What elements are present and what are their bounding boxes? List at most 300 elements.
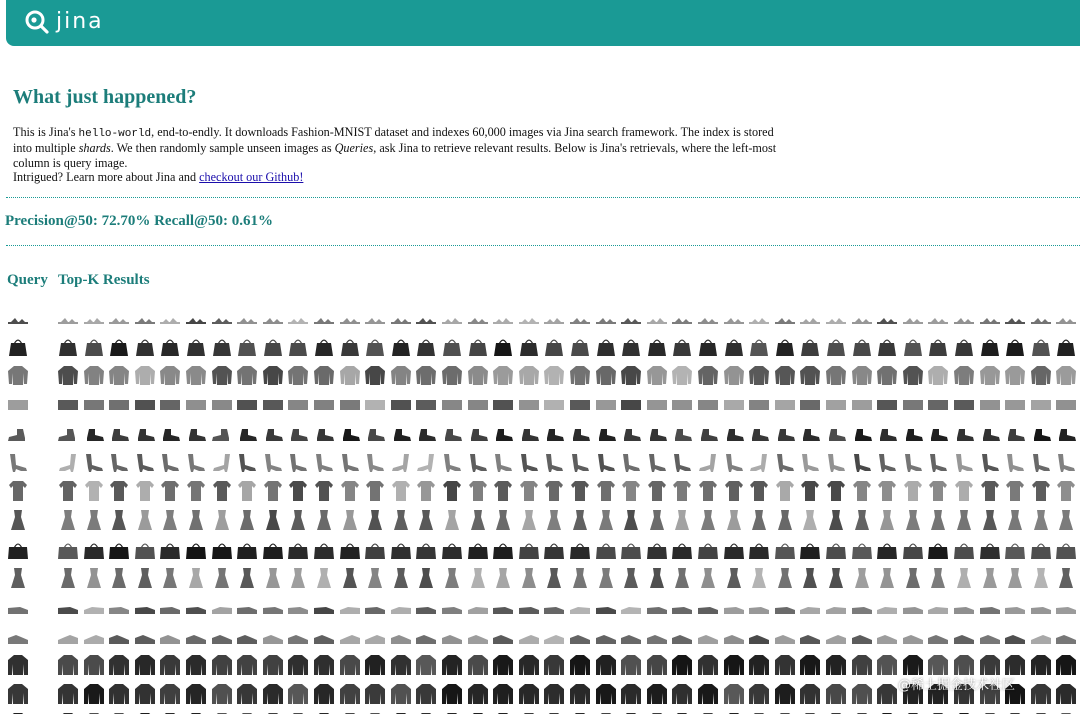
result-thumbnail xyxy=(518,596,540,618)
result-thumbnail xyxy=(876,335,898,357)
result-thumbnail xyxy=(518,625,540,647)
result-thumbnail xyxy=(262,480,284,502)
result-thumbnail xyxy=(543,335,565,357)
result-thumbnail xyxy=(492,538,514,560)
result-thumbnail xyxy=(799,422,821,444)
result-thumbnail xyxy=(748,538,770,560)
result-thumbnail xyxy=(569,596,591,618)
result-thumbnail xyxy=(57,654,79,676)
result-thumbnail xyxy=(211,451,233,473)
result-thumbnail xyxy=(799,451,821,473)
result-thumbnail xyxy=(1030,364,1052,386)
result-thumbnail xyxy=(748,654,770,676)
jina-logo[interactable] xyxy=(24,9,104,35)
result-thumbnail xyxy=(620,625,642,647)
result-thumbnail xyxy=(927,596,949,618)
result-thumbnail xyxy=(185,538,207,560)
intro-text-3: . We then randomly sample unseen images as xyxy=(110,141,335,156)
result-thumbnail xyxy=(518,451,540,473)
result-thumbnail xyxy=(467,451,489,473)
result-thumbnail xyxy=(390,538,412,560)
result-thumbnail xyxy=(569,451,591,473)
result-thumbnail xyxy=(774,422,796,444)
result-thumbnail xyxy=(748,422,770,444)
result-thumbnail xyxy=(851,683,873,705)
result-thumbnail xyxy=(287,422,309,444)
result-thumbnail xyxy=(902,451,924,473)
result-thumbnail xyxy=(620,567,642,589)
result-thumbnail xyxy=(595,625,617,647)
result-thumbnail xyxy=(543,596,565,618)
result-thumbnail xyxy=(313,625,335,647)
result-thumbnail xyxy=(543,480,565,502)
result-thumbnail xyxy=(1004,393,1026,415)
result-thumbnail xyxy=(364,306,386,328)
result-thumbnail xyxy=(159,567,181,589)
result-thumbnail xyxy=(595,596,617,618)
result-thumbnail xyxy=(825,306,847,328)
result-thumbnail xyxy=(774,451,796,473)
result-thumbnail xyxy=(723,306,745,328)
result-thumbnail xyxy=(825,625,847,647)
result-thumbnail xyxy=(851,654,873,676)
result-thumbnail xyxy=(671,364,693,386)
result-thumbnail xyxy=(1055,654,1077,676)
result-thumbnail xyxy=(185,509,207,531)
result-thumbnail xyxy=(953,654,975,676)
result-thumbnail xyxy=(467,509,489,531)
result-thumbnail xyxy=(1030,567,1052,589)
result-thumbnail xyxy=(262,306,284,328)
result-thumbnail xyxy=(748,596,770,618)
result-thumbnail xyxy=(646,683,668,705)
result-thumbnail xyxy=(211,625,233,647)
result-thumbnail xyxy=(262,596,284,618)
result-thumbnail xyxy=(825,567,847,589)
result-thumbnail xyxy=(134,393,156,415)
result-thumbnail xyxy=(262,509,284,531)
result-thumbnail xyxy=(1055,625,1077,647)
result-thumbnail xyxy=(825,364,847,386)
result-thumbnail xyxy=(595,480,617,502)
result-thumbnail xyxy=(953,422,975,444)
metrics-line: Precision@50: 72.70% Recall@50: 0.61% xyxy=(5,213,274,229)
result-thumbnail xyxy=(876,683,898,705)
result-thumbnail xyxy=(671,683,693,705)
result-thumbnail xyxy=(876,625,898,647)
result-thumbnail xyxy=(211,596,233,618)
result-thumbnail xyxy=(851,422,873,444)
result-thumbnail xyxy=(543,451,565,473)
result-thumbnail xyxy=(1030,654,1052,676)
query-thumbnail xyxy=(7,451,29,473)
result-thumbnail xyxy=(313,509,335,531)
result-thumbnail xyxy=(57,335,79,357)
result-thumbnail xyxy=(876,567,898,589)
result-thumbnail xyxy=(441,480,463,502)
result-thumbnail xyxy=(441,654,463,676)
result-thumbnail xyxy=(57,306,79,328)
result-thumbnail xyxy=(364,625,386,647)
result-thumbnail xyxy=(1004,625,1026,647)
result-thumbnail xyxy=(902,393,924,415)
result-thumbnail xyxy=(159,596,181,618)
result-thumbnail xyxy=(569,538,591,560)
result-thumbnail xyxy=(1055,393,1077,415)
result-thumbnail xyxy=(569,335,591,357)
result-thumbnail xyxy=(364,509,386,531)
result-thumbnail xyxy=(851,596,873,618)
result-thumbnail xyxy=(492,451,514,473)
result-thumbnail xyxy=(339,480,361,502)
result-thumbnail xyxy=(83,335,105,357)
result-thumbnail xyxy=(339,364,361,386)
result-thumbnail xyxy=(595,654,617,676)
result-thumbnail xyxy=(185,596,207,618)
result-thumbnail xyxy=(1055,596,1077,618)
result-thumbnail xyxy=(211,683,233,705)
github-link[interactable]: checkout our Github! xyxy=(199,169,304,184)
result-thumbnail xyxy=(287,480,309,502)
result-thumbnail xyxy=(876,393,898,415)
result-thumbnail xyxy=(543,567,565,589)
result-thumbnail xyxy=(569,509,591,531)
result-thumbnail xyxy=(287,509,309,531)
result-thumbnail xyxy=(441,596,463,618)
result-thumbnail xyxy=(646,567,668,589)
result-thumbnail xyxy=(108,509,130,531)
result-thumbnail xyxy=(595,509,617,531)
result-thumbnail xyxy=(364,654,386,676)
result-thumbnail xyxy=(851,625,873,647)
result-thumbnail xyxy=(83,538,105,560)
result-thumbnail xyxy=(492,625,514,647)
result-thumbnail xyxy=(697,393,719,415)
result-thumbnail xyxy=(313,683,335,705)
result-thumbnail xyxy=(799,625,821,647)
result-thumbnail xyxy=(671,654,693,676)
result-thumbnail xyxy=(57,683,79,705)
result-thumbnail xyxy=(671,451,693,473)
result-thumbnail xyxy=(1030,451,1052,473)
result-thumbnail xyxy=(902,306,924,328)
result-thumbnail xyxy=(543,509,565,531)
result-thumbnail xyxy=(185,625,207,647)
result-thumbnail xyxy=(339,683,361,705)
result-thumbnail xyxy=(236,654,258,676)
result-thumbnail xyxy=(467,306,489,328)
result-thumbnail xyxy=(569,393,591,415)
result-thumbnail xyxy=(134,625,156,647)
result-thumbnail xyxy=(313,596,335,618)
result-thumbnail xyxy=(441,538,463,560)
result-thumbnail xyxy=(1004,480,1026,502)
result-thumbnail xyxy=(57,451,79,473)
result-thumbnail xyxy=(723,625,745,647)
result-thumbnail xyxy=(236,335,258,357)
result-thumbnail xyxy=(415,451,437,473)
result-thumbnail xyxy=(825,480,847,502)
result-thumbnail xyxy=(339,509,361,531)
query-thumbnail xyxy=(7,393,29,415)
result-thumbnail xyxy=(83,364,105,386)
result-thumbnail xyxy=(134,538,156,560)
result-thumbnail xyxy=(851,335,873,357)
result-thumbnail xyxy=(518,683,540,705)
result-thumbnail xyxy=(671,596,693,618)
result-thumbnail xyxy=(902,364,924,386)
result-thumbnail xyxy=(262,335,284,357)
result-thumbnail xyxy=(57,480,79,502)
result-thumbnail xyxy=(697,538,719,560)
result-thumbnail xyxy=(953,480,975,502)
result-thumbnail xyxy=(83,480,105,502)
result-thumbnail xyxy=(83,654,105,676)
result-thumbnail xyxy=(927,364,949,386)
result-thumbnail xyxy=(108,451,130,473)
result-thumbnail xyxy=(927,335,949,357)
result-thumbnail xyxy=(313,364,335,386)
result-thumbnail xyxy=(1004,567,1026,589)
result-thumbnail xyxy=(671,306,693,328)
result-thumbnail xyxy=(108,393,130,415)
result-thumbnail xyxy=(1030,625,1052,647)
result-thumbnail xyxy=(543,364,565,386)
result-thumbnail xyxy=(671,538,693,560)
result-thumbnail xyxy=(83,567,105,589)
result-thumbnail xyxy=(211,567,233,589)
result-thumbnail xyxy=(927,625,949,647)
result-thumbnail xyxy=(748,683,770,705)
result-thumbnail xyxy=(979,654,1001,676)
result-thumbnail xyxy=(1004,654,1026,676)
result-thumbnail xyxy=(902,422,924,444)
result-thumbnail xyxy=(287,364,309,386)
result-thumbnail xyxy=(415,538,437,560)
result-thumbnail xyxy=(569,480,591,502)
result-thumbnail xyxy=(492,335,514,357)
result-thumbnail xyxy=(697,364,719,386)
result-thumbnail xyxy=(57,625,79,647)
result-thumbnail xyxy=(774,538,796,560)
result-thumbnail xyxy=(211,306,233,328)
result-thumbnail xyxy=(211,335,233,357)
result-thumbnail xyxy=(723,654,745,676)
result-thumbnail xyxy=(1004,422,1026,444)
result-thumbnail xyxy=(467,683,489,705)
result-thumbnail xyxy=(159,509,181,531)
result-thumbnail xyxy=(876,451,898,473)
result-thumbnail xyxy=(159,364,181,386)
result-thumbnail xyxy=(774,335,796,357)
divider-top xyxy=(6,197,1080,198)
result-thumbnail xyxy=(134,306,156,328)
result-thumbnail xyxy=(83,625,105,647)
result-thumbnail xyxy=(390,654,412,676)
result-thumbnail xyxy=(467,654,489,676)
result-thumbnail xyxy=(236,393,258,415)
result-thumbnail xyxy=(723,538,745,560)
result-thumbnail xyxy=(646,654,668,676)
result-thumbnail xyxy=(825,422,847,444)
result-thumbnail xyxy=(83,306,105,328)
result-thumbnail xyxy=(134,596,156,618)
search-logo-icon xyxy=(24,9,50,35)
query-thumbnail xyxy=(7,509,29,531)
result-thumbnail xyxy=(211,509,233,531)
result-thumbnail xyxy=(236,567,258,589)
result-thumbnail xyxy=(236,538,258,560)
result-thumbnail xyxy=(620,683,642,705)
result-thumbnail xyxy=(1030,306,1052,328)
result-thumbnail xyxy=(723,596,745,618)
result-thumbnail xyxy=(339,654,361,676)
result-thumbnail xyxy=(287,538,309,560)
result-thumbnail xyxy=(1055,335,1077,357)
result-thumbnail xyxy=(108,596,130,618)
result-thumbnail xyxy=(390,364,412,386)
header-bar xyxy=(6,0,1080,46)
result-thumbnail xyxy=(83,422,105,444)
result-thumbnail xyxy=(646,451,668,473)
result-thumbnail xyxy=(57,596,79,618)
result-thumbnail xyxy=(620,422,642,444)
result-thumbnail xyxy=(902,596,924,618)
result-thumbnail xyxy=(467,538,489,560)
result-thumbnail xyxy=(748,625,770,647)
result-thumbnail xyxy=(57,509,79,531)
result-thumbnail xyxy=(799,596,821,618)
result-thumbnail xyxy=(902,567,924,589)
result-thumbnail xyxy=(620,480,642,502)
result-thumbnail xyxy=(57,422,79,444)
result-thumbnail xyxy=(339,422,361,444)
result-thumbnail xyxy=(851,393,873,415)
result-thumbnail xyxy=(543,683,565,705)
page-title: What just happened? xyxy=(13,86,197,108)
result-thumbnail xyxy=(211,480,233,502)
result-thumbnail xyxy=(774,480,796,502)
result-thumbnail xyxy=(774,306,796,328)
result-thumbnail xyxy=(390,451,412,473)
result-thumbnail xyxy=(185,654,207,676)
result-thumbnail xyxy=(927,480,949,502)
result-thumbnail xyxy=(723,451,745,473)
result-thumbnail xyxy=(748,364,770,386)
result-thumbnail xyxy=(799,654,821,676)
result-thumbnail xyxy=(927,538,949,560)
query-thumbnail xyxy=(7,422,29,444)
result-thumbnail xyxy=(492,654,514,676)
result-thumbnail xyxy=(1004,509,1026,531)
result-thumbnail xyxy=(390,422,412,444)
result-thumbnail xyxy=(1055,364,1077,386)
result-thumbnail xyxy=(313,480,335,502)
result-thumbnail xyxy=(1055,567,1077,589)
result-thumbnail xyxy=(313,451,335,473)
result-thumbnail xyxy=(287,654,309,676)
result-thumbnail xyxy=(390,335,412,357)
result-thumbnail xyxy=(646,306,668,328)
result-thumbnail xyxy=(876,306,898,328)
result-thumbnail xyxy=(543,422,565,444)
result-thumbnail xyxy=(134,567,156,589)
result-thumbnail xyxy=(979,364,1001,386)
result-thumbnail xyxy=(441,335,463,357)
result-thumbnail xyxy=(339,335,361,357)
result-thumbnail xyxy=(799,306,821,328)
result-thumbnail xyxy=(185,364,207,386)
result-thumbnail xyxy=(57,393,79,415)
result-thumbnail xyxy=(979,393,1001,415)
result-thumbnail xyxy=(364,364,386,386)
result-thumbnail xyxy=(723,364,745,386)
result-thumbnail xyxy=(518,393,540,415)
result-thumbnail xyxy=(108,654,130,676)
result-thumbnail xyxy=(415,306,437,328)
result-thumbnail xyxy=(697,509,719,531)
result-thumbnail xyxy=(876,538,898,560)
result-thumbnail xyxy=(825,538,847,560)
result-thumbnail xyxy=(390,567,412,589)
result-thumbnail xyxy=(953,509,975,531)
intro-text-2: , end-to-endly. It downloads Fashion-MNIST dataset and indexes 60,000 images via Jina search framework. The index is stored into multiple xyxy=(13,125,774,156)
result-thumbnail xyxy=(287,306,309,328)
result-thumbnail xyxy=(236,364,258,386)
result-thumbnail xyxy=(313,422,335,444)
result-thumbnail xyxy=(646,422,668,444)
result-thumbnail xyxy=(415,509,437,531)
result-thumbnail xyxy=(1030,683,1052,705)
result-thumbnail xyxy=(774,509,796,531)
result-thumbnail xyxy=(595,567,617,589)
result-thumbnail xyxy=(518,422,540,444)
logo-text: jina xyxy=(56,9,104,34)
result-thumbnail xyxy=(108,683,130,705)
query-thumbnail xyxy=(7,480,29,502)
result-thumbnail xyxy=(415,480,437,502)
result-thumbnail xyxy=(646,393,668,415)
result-thumbnail xyxy=(185,683,207,705)
result-thumbnail xyxy=(595,364,617,386)
result-thumbnail xyxy=(953,335,975,357)
result-thumbnail xyxy=(441,364,463,386)
result-thumbnail xyxy=(825,335,847,357)
result-thumbnail xyxy=(569,422,591,444)
result-thumbnail xyxy=(1030,393,1052,415)
result-thumbnail xyxy=(543,625,565,647)
result-thumbnail xyxy=(927,393,949,415)
result-thumbnail xyxy=(799,364,821,386)
result-thumbnail xyxy=(364,480,386,502)
result-thumbnail xyxy=(723,393,745,415)
result-thumbnail xyxy=(441,306,463,328)
result-thumbnail xyxy=(492,567,514,589)
result-thumbnail xyxy=(57,364,79,386)
result-thumbnail xyxy=(83,393,105,415)
result-thumbnail xyxy=(518,567,540,589)
result-thumbnail xyxy=(492,422,514,444)
result-thumbnail xyxy=(799,335,821,357)
result-thumbnail xyxy=(620,596,642,618)
result-thumbnail xyxy=(236,306,258,328)
result-thumbnail xyxy=(108,364,130,386)
query-thumbnail xyxy=(7,683,29,705)
result-thumbnail xyxy=(825,451,847,473)
result-thumbnail xyxy=(83,596,105,618)
watermark: @稀土掘金技术社区 xyxy=(898,678,1016,693)
result-thumbnail xyxy=(108,422,130,444)
